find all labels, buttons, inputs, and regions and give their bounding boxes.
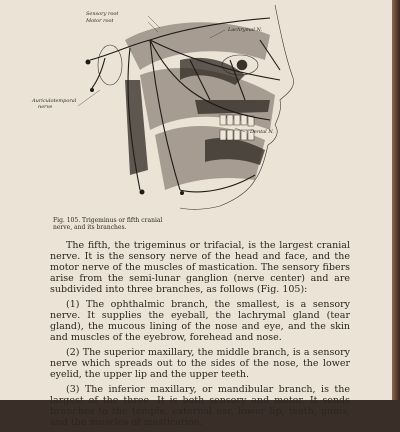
paragraph-inferior-maxillary: (3) The inferior maxillary, or mandibular branch, is the largest of the three. It is both sensory and motor. It sends branches to the temple, external ear, lower lip, teeth, gums, and the muscles of mastication. bbox=[50, 384, 350, 428]
label-auriculotemporal: Auriculotemporal bbox=[32, 98, 77, 104]
label-motor-root: Motor root bbox=[86, 18, 114, 24]
label-lachrymal: Lachrymal N. bbox=[228, 27, 263, 33]
label-sensory-root: Sensory root bbox=[86, 11, 119, 17]
paragraph-superior-maxillary: (2) The superior maxillary, the middle branch, is a sensory nerve which spreads out to the sides of the nose, the lower eyelid, the upper lip and the upper teeth. bbox=[50, 347, 350, 380]
caption-line-2: nerve, and its branches. bbox=[53, 224, 127, 231]
paragraph-ophthalmic: (1) The ophthalmic branch, the smallest, is a sensory nerve. It supplies the eyeball, the lachrymal gland (tear gland), the mucous lining of the nose and eye, and the skin and muscles of the eyebrow, forehead and nose. bbox=[50, 299, 350, 343]
paragraph-trigeminus: The fifth, the trigeminus or trifacial, is the largest cranial nerve. It is the sensory nerve of the head and face, and the motor nerve of the muscles of mastication. The sensory fibers arise from the semi-lunar ganglion (nerve center) and are subdivided into three branches, as follows (Fig. 105): bbox=[50, 240, 350, 295]
body-text bbox=[50, 240, 350, 432]
label-auriculotemporal-nerve: nerve bbox=[38, 104, 53, 110]
figure-caption bbox=[53, 217, 253, 231]
label-dental: Dental N. bbox=[250, 129, 275, 135]
book-spine-edge bbox=[392, 0, 400, 400]
head-anatomy-drawing bbox=[30, 0, 320, 215]
caption-line-1: Fig. 105. Trigeminus or fifth cranial bbox=[53, 217, 163, 224]
trigeminal-nerve-illustration bbox=[30, 0, 320, 215]
